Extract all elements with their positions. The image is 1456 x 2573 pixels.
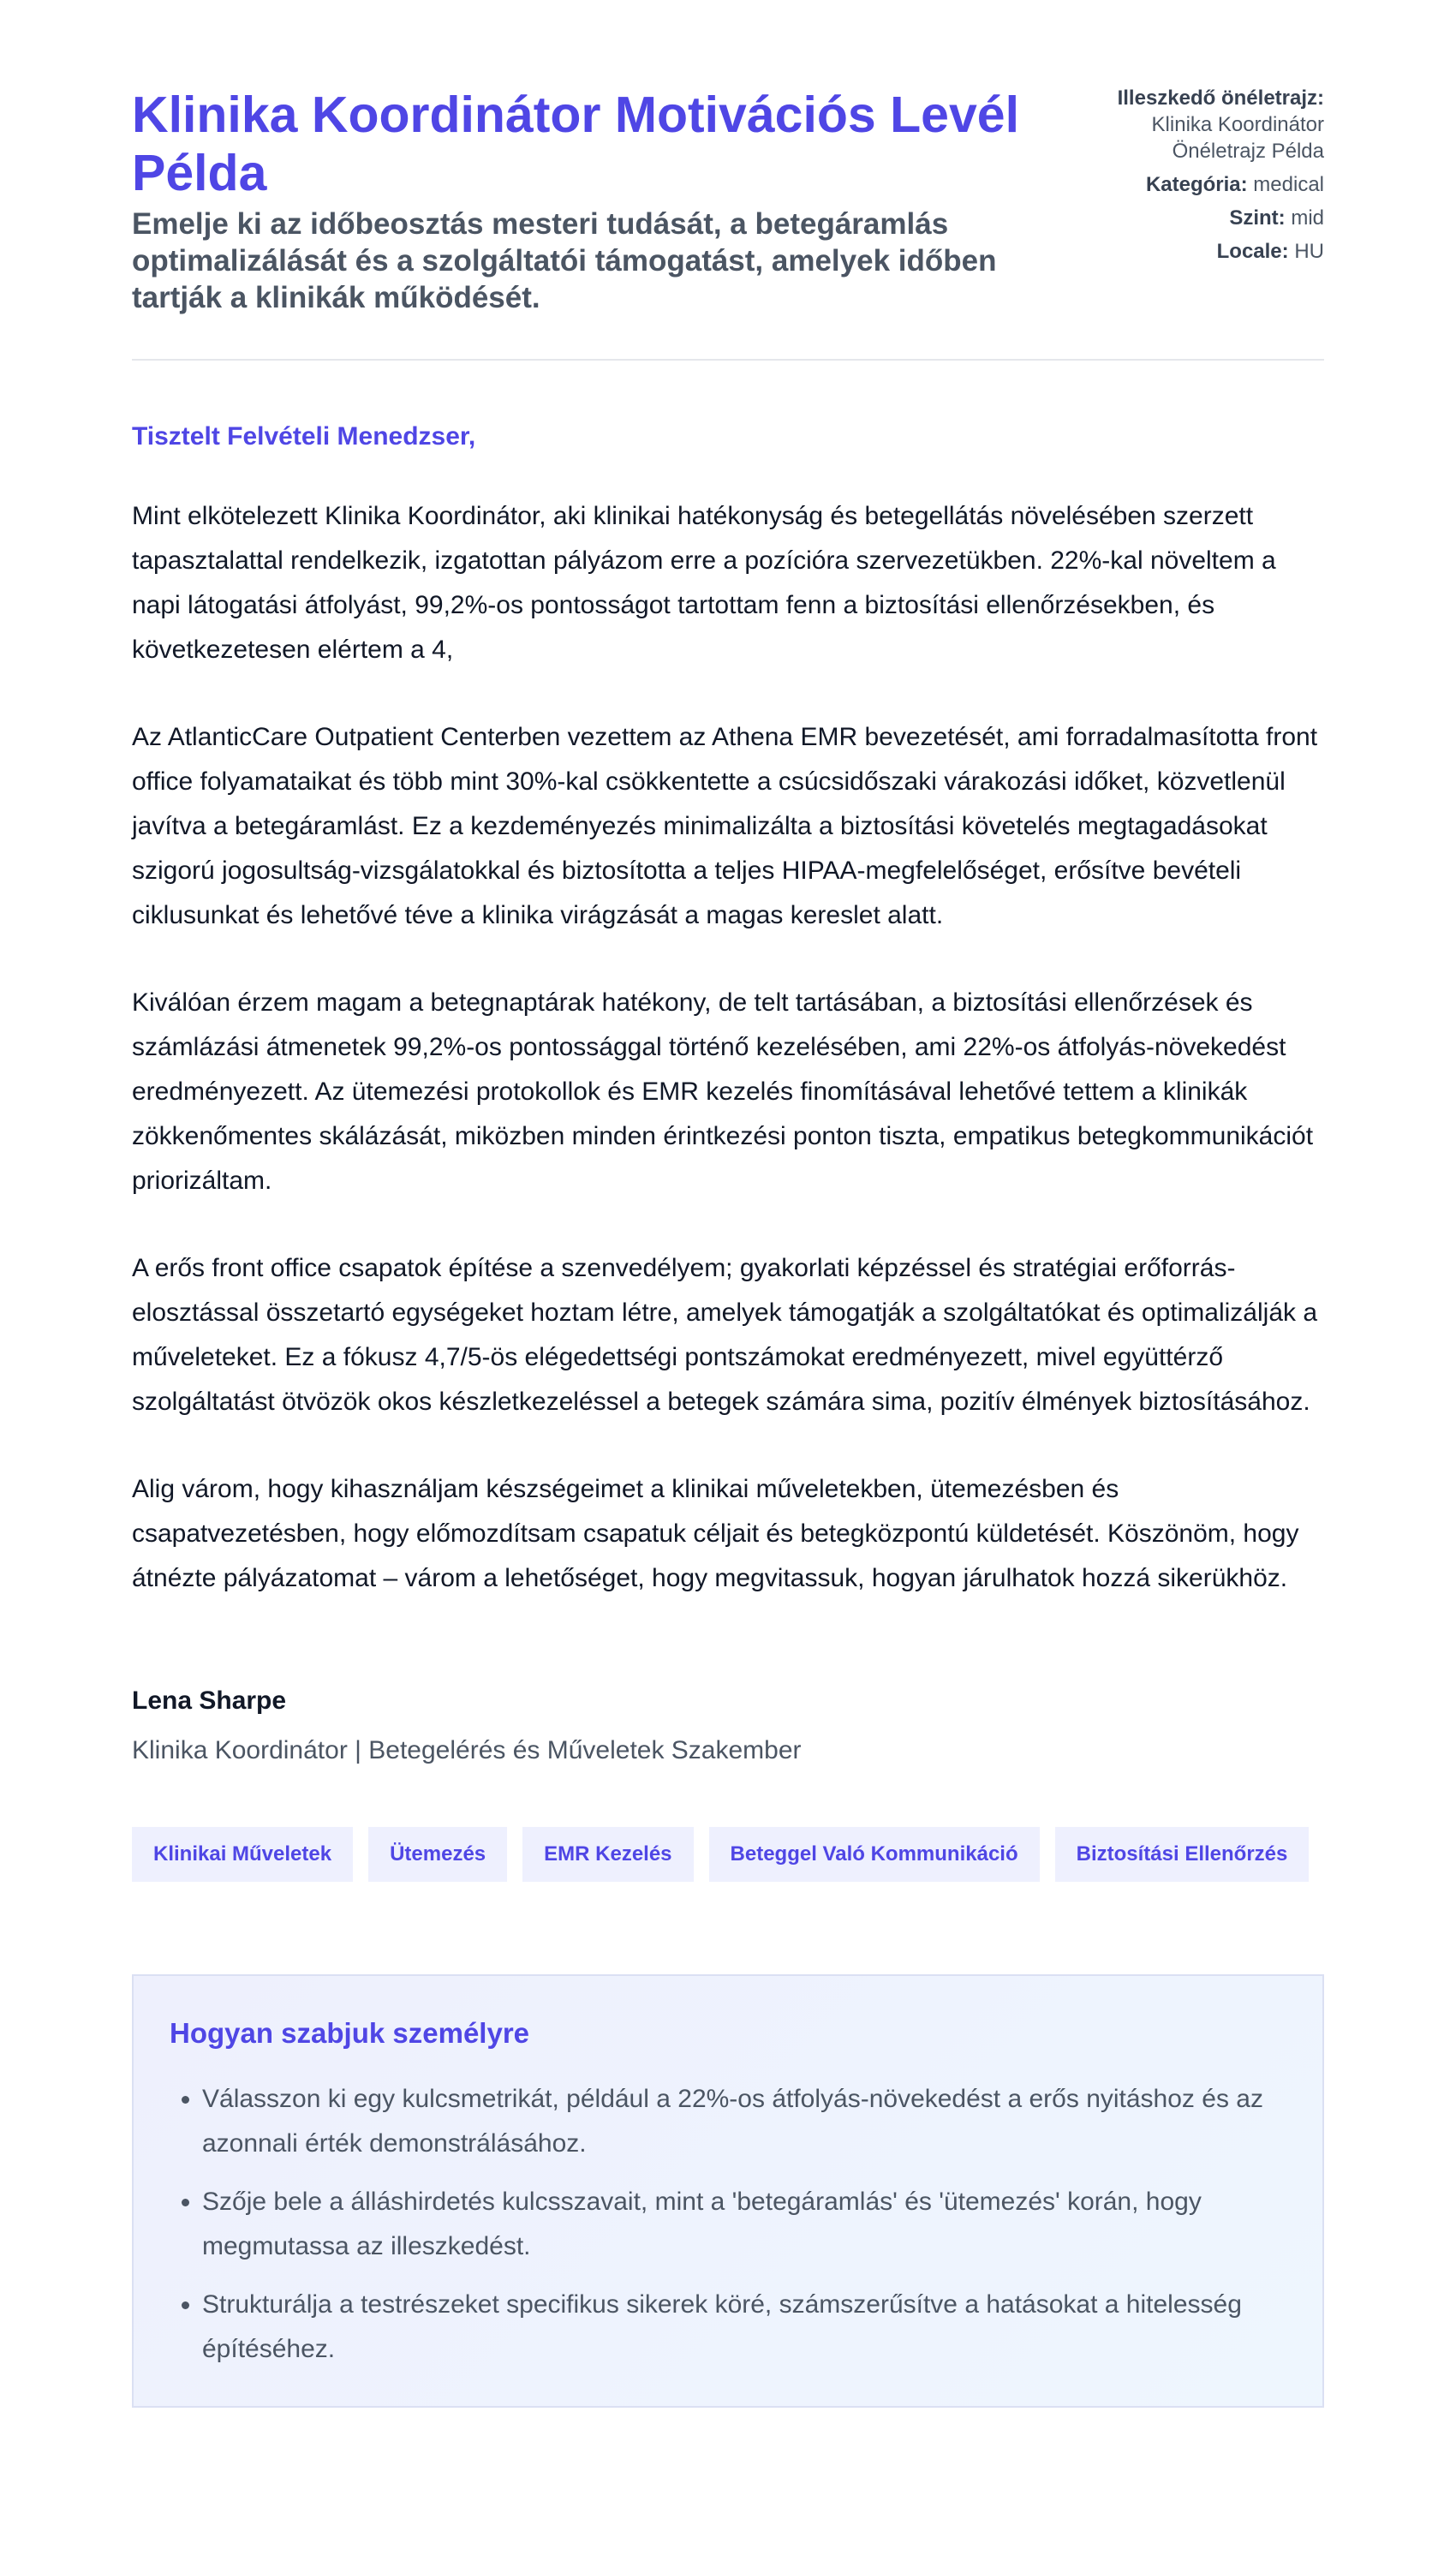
- signature-title: Klinika Koordinátor | Betegelérés és Műveletek Szakember: [132, 1736, 802, 1764]
- tips-title: Hogyan szabjuk személyre: [170, 2017, 530, 2049]
- skill-tags: [132, 1827, 1324, 1882]
- header-titles: [132, 86, 1040, 316]
- tip-item: • Válasszon ki egy kulcsmetrikát, például a 22%-os átfolyás-növekedést a erős nyitáshoz és az azonnali érték demonstrálásához.: [202, 2077, 1286, 2166]
- meta-level: [1118, 206, 1324, 230]
- skill-tag: EMR Kezelés: [522, 1827, 693, 1882]
- meta-level-value: mid: [1291, 206, 1324, 230]
- skill-tag: Ütemezés: [368, 1827, 507, 1882]
- page-subtitle: Emelje ki az időbeosztás mesteri tudását, a betegáramlás optimalizálását és a szolgáltatói támogatást, amelyek időben tartják a klinikák működését.: [132, 207, 997, 314]
- tip-item: • Strukturálja a testrészeket specifikus sikerek köré, számszerűsítve a hatásokat a hitelesség építéséhez.: [202, 2283, 1286, 2372]
- skill-tag: Biztosítási Ellenőrzés: [1055, 1827, 1310, 1882]
- meta-category-label: Kategória:: [1145, 173, 1248, 196]
- meta-locale-label: Locale:: [1216, 240, 1289, 263]
- letter-paragraph-3: Kiválóan érzem magam a betegnaptárak hatékony, de telt tartásában, a biztosítási ellenőrzések és számlázási átmenetek 99,2%-os pontossággal történő kezelésében, ami 22%-os átfolyás-növekedést eredményezett. Az ütemezési protokollok és EMR kezelés finomításával lehetővé tettem a klinikák zökkenőmentes skálázását, miközben minden érintkezési ponton tiszta, empatikus betegkommunikációt priorizáltam.: [132, 988, 1314, 1195]
- meta-category: [1118, 172, 1324, 197]
- page-header: [132, 86, 1324, 361]
- meta-resume-link-line2[interactable]: Önéletrajz Példa: [1172, 140, 1324, 163]
- skill-tag: Klinikai Műveletek: [132, 1827, 353, 1882]
- meta-resume-label: Illeszkedő önéletrajz:: [1117, 87, 1324, 110]
- meta-locale-value: HU: [1294, 240, 1324, 263]
- letter-paragraph-1: Mint elkötelezett Klinika Koordinátor, aki klinikai hatékonyság és betegellátás növelésében szerzett tapasztalattal rendelkezik, izgatottan pályázom erre a pozícióra szervezetükben. 22%-kal növeltem a napi látogatási átfolyást, 99,2%-os pontosságot tartottam fenn a biztosítási ellenőrzésekben, és következetesen elértem a 4,: [132, 502, 1276, 664]
- meta-level-label: Szint:: [1229, 206, 1286, 230]
- page-title: Klinika Koordinátor Motivációs Levél Példa: [132, 87, 1019, 201]
- meta-resume-link-line1[interactable]: Klinika Koordinátor: [1151, 113, 1324, 136]
- skill-tag: Beteggel Való Kommunikáció: [709, 1827, 1040, 1882]
- letter-body: [132, 361, 1324, 1601]
- letter-greeting: Tisztelt Felvételi Menedzser,: [132, 422, 476, 451]
- meta-panel: [1118, 86, 1324, 272]
- letter-paragraph-4: A erős front office csapatok építése a szenvedélyem; gyakorlati képzéssel és stratégiai erőforrás-elosztással összetartó egységeket hoztam létre, amelyek támogatják a szolgáltatókat és optimalizálják a műveleteket. Ez a fókusz 4,7/5-ös elégedettségi pontszámokat eredményezett, mivel együttérző szolgáltatást ötvözök okos készletkezeléssel a betegek számára sima, pozitív élmények biztosításához.: [132, 1254, 1318, 1416]
- tip-item: • Szője bele a álláshirdetés kulcsszavait, mint a 'betegáramlás' és 'ütemezés' korán, hogy megmutassa az illeszkedést.: [202, 2180, 1286, 2269]
- customization-tips-box: [132, 1974, 1324, 2408]
- meta-locale: [1118, 239, 1324, 264]
- signature-name: Lena Sharpe: [132, 1686, 287, 1715]
- signature-block: [132, 1685, 1324, 1767]
- tips-list: [170, 2077, 1286, 2372]
- meta-resume: [1118, 86, 1324, 110]
- meta-category-value: medical: [1253, 173, 1324, 196]
- letter-paragraph-5: Alig várom, hogy kihasználjam készségeimet a klinikai műveletekben, ütemezésben és csapatvezetésben, hogy előmozdítsam csapatuk céljait és betegközpontú küldetését. Köszönöm, hogy átnézte pályázatomat – várom a lehetőséget, hogy megvitassuk, hogyan járulhatok hozzá sikerükhöz.: [132, 1475, 1299, 1592]
- letter-paragraph-2: Az AtlanticCare Outpatient Centerben vezettem az Athena EMR bevezetését, ami forradalmasította front office folyamataikat és több mint 30%-kal csökkentette a csúcsidőszaki várakozási időket, közvetlenül javítva a betegáramlást. Ez a kezdeményezés minimalizálta a biztosítási követelés megtagadásokat szigorú jogosultság-vizsgálatokkal és biztosította a teljes HIPAA-megfelelőséget, erősítve bevételi ciklusunkat és lehetővé téve a klinika virágzását a magas kereslet alatt.: [132, 723, 1318, 929]
